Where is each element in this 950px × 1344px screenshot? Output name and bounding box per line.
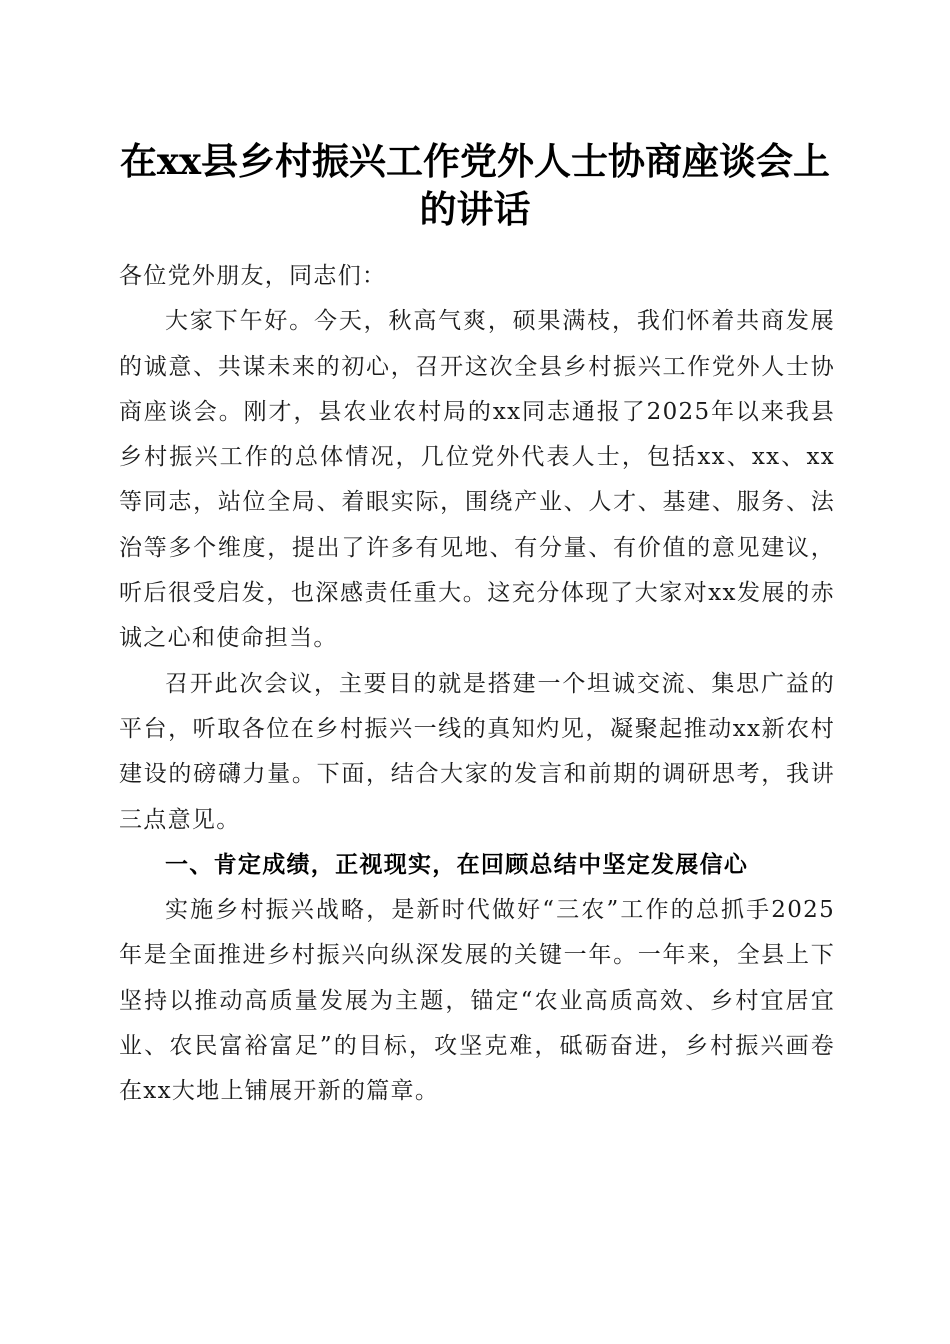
paragraph-purpose: 召开此次会议，主要目的就是搭建一个坦诚交流、集思广益的平台，听取各位在乡村振兴一线的真知灼见，凝聚起推动xx新农村建设的磅礴力量。下面，结合大家的发言和前期的调研思考，我讲三点意见。 — [119, 670, 835, 833]
paragraph-opening: 大家下午好。今天，秋高气爽，硕果满枝，我们怀着共商发展的诚意、共谋未来的初心，召开这次全县乡村振兴工作党外人士协商座谈会。刚才，县农业农村局的xx同志通报了2025年以来我县乡村振兴工作的总体情况，几位党外代表人士，包括xx、xx、xx等同志，站位全局、着眼实际，围绕产业、人才、基建、服务、法治等多个维度，提出了许多有见地、有分量、有价值的意见建议，听后很受启发，也深感责任重大。这充分体现了大家对xx发展的赤诚之心和使命担当。 — [119, 308, 835, 652]
title-line-2: 的讲话 — [419, 187, 531, 231]
section-heading: 一、肯定成绩，正视现实，在回顾总结中坚定发展信心 — [165, 851, 749, 878]
document-body — [119, 254, 835, 1115]
document-title — [0, 137, 950, 233]
salutation: 各位党外朋友，同志们： — [119, 263, 387, 289]
paragraph-section-one: 实施乡村振兴战略，是新时代做好“三农”工作的总抓手2025年是全面推进乡村振兴向纵深发展的关键一年。一年来，全县上下坚持以推动高质量发展为主题，锚定“农业高质高效、乡村宜居宜业、农民富裕富足”的目标，攻坚克难，砥砺奋进，乡村振兴画卷在xx大地上铺展开新的篇章。 — [119, 897, 835, 1105]
title-line-1: 在xx县乡村振兴工作党外人士协商座谈会上 — [119, 139, 831, 183]
